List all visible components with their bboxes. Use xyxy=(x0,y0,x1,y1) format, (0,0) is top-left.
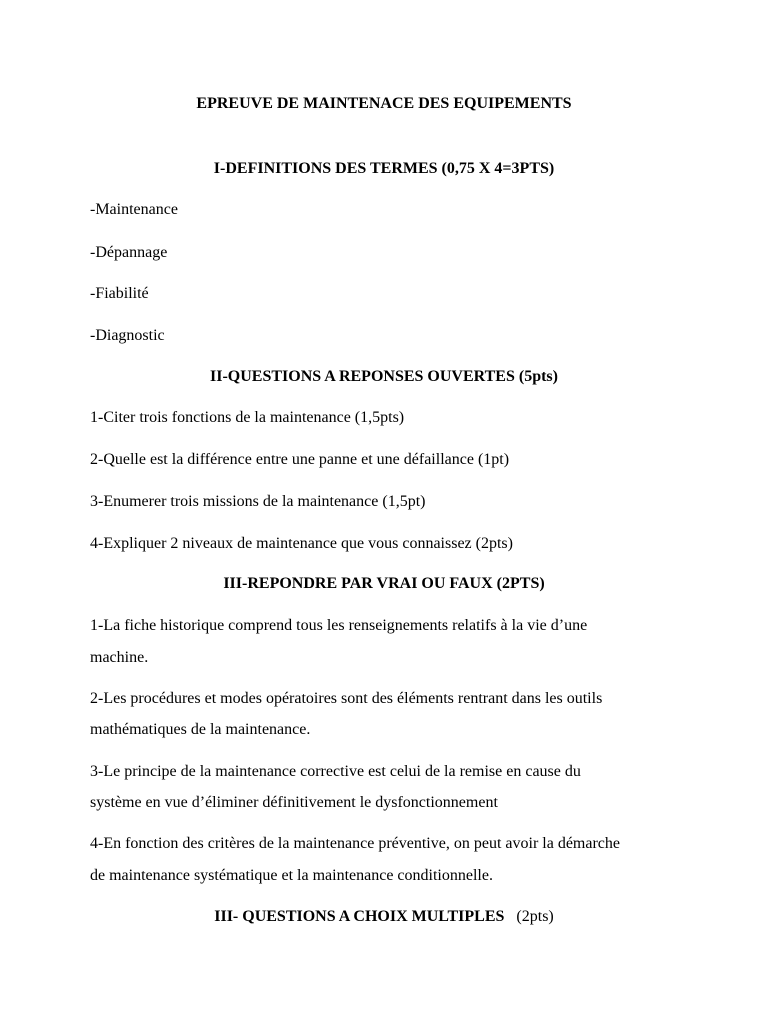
statement-line: 3-Le principe de la maintenance corrective est celui de la remise en cause du xyxy=(90,763,581,780)
section-2-heading: II-QUESTIONS A REPONSES OUVERTES (5pts) xyxy=(210,368,558,385)
section-4-heading: III- QUESTIONS A CHOIX MULTIPLES xyxy=(214,908,505,925)
term-item: -Diagnostic xyxy=(90,327,165,344)
section-3-heading: III-REPONDRE PAR VRAI OU FAUX (2PTS) xyxy=(223,575,545,592)
term-item: -Fiabilité xyxy=(90,285,149,302)
statement-line: 1-La fiche historique comprend tous les renseignements relatifs à la vie d’une xyxy=(90,617,588,634)
document-title: EPREUVE DE MAINTENACE DES EQUIPEMENTS xyxy=(196,95,572,112)
question-item: 1-Citer trois fonctions de la maintenance (1,5pts) xyxy=(90,409,405,426)
term-item: -Dépannage xyxy=(90,244,168,261)
section-1-heading: I-DEFINITIONS DES TERMES (0,75 X 4=3PTS) xyxy=(213,160,555,177)
statement-line: 4-En fonction des critères de la maintenance préventive, on peut avoir la démarche xyxy=(90,835,620,852)
statement-line: de maintenance systématique et la maintenance conditionnelle. xyxy=(90,867,493,884)
question-item: 3-Enumerer trois missions de la maintenance (1,5pt) xyxy=(90,493,426,510)
statement-line: mathématiques de la maintenance. xyxy=(90,721,311,738)
section-4-points: (2pts) xyxy=(516,908,554,925)
question-item: 2-Quelle est la différence entre une panne et une défaillance (1pt) xyxy=(90,451,510,468)
statement-line: système en vue d’éliminer définitivement le dysfonctionnement xyxy=(90,794,498,811)
section-4-heading-line xyxy=(0,907,768,927)
statement-line: machine. xyxy=(90,649,149,666)
statement-line: 2-Les procédures et modes opératoires sont des éléments rentrant dans les outils xyxy=(90,690,603,707)
term-item: -Maintenance xyxy=(90,201,178,218)
question-item: 4-Expliquer 2 niveaux de maintenance que vous connaissez (2pts) xyxy=(90,535,513,552)
